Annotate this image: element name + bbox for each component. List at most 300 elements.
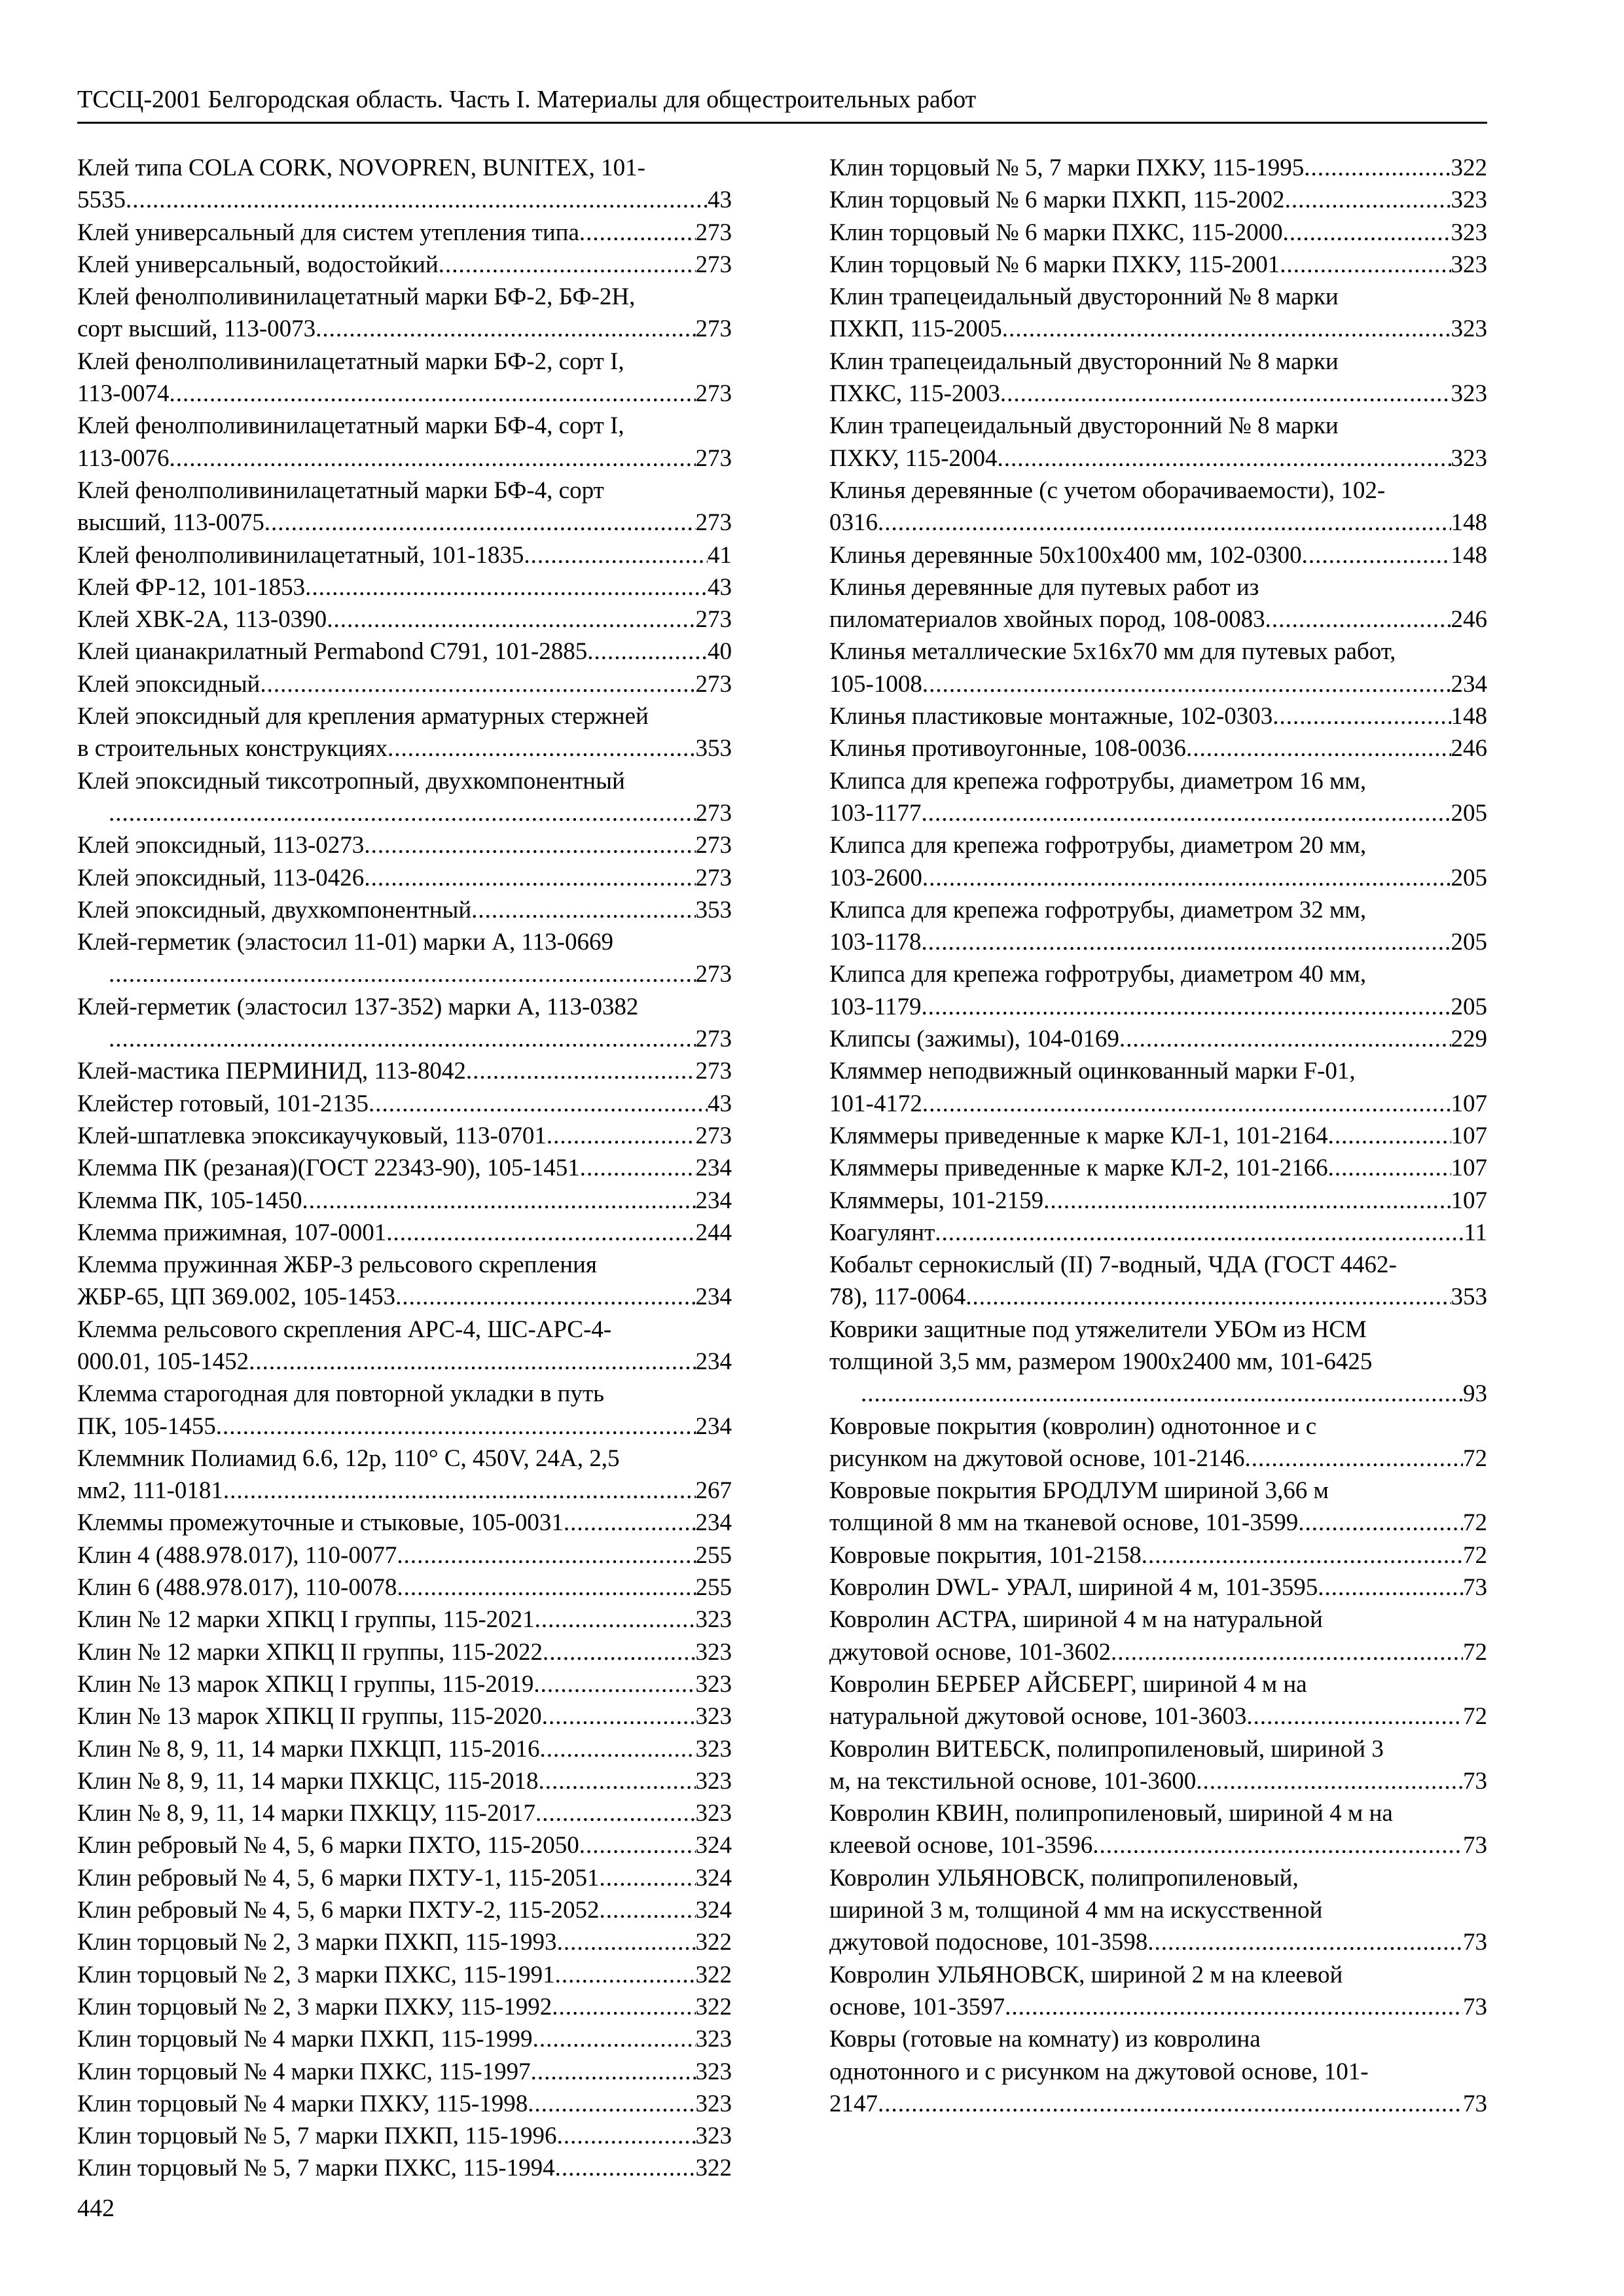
entry-text: Клипса для крепежа гофротрубы, диаметром 32 мм, bbox=[829, 896, 1367, 924]
entry-final-line bbox=[77, 1829, 732, 1861]
entry-text: Клин ребровый № 4, 5, 6 марки ПХТУ-2, 115-2052 bbox=[77, 1897, 600, 1924]
dot-leader bbox=[540, 1733, 696, 1765]
entry-text: Клин торцовый № 6 марки ПХКС, 115-2000 bbox=[829, 219, 1283, 246]
entry-line bbox=[829, 1249, 1487, 1281]
entry-final-line bbox=[829, 668, 1487, 700]
index-entry bbox=[77, 1926, 732, 1958]
dot-leader bbox=[316, 313, 695, 345]
entry-final-line bbox=[829, 862, 1487, 894]
entry-final-line bbox=[77, 829, 732, 861]
entry-text: джутовой подосновe, 101-3598 bbox=[829, 1929, 1148, 1956]
entry-page-number: 43 bbox=[708, 573, 732, 601]
entry-line bbox=[77, 765, 732, 797]
entry-text: Клин торцовый № 2, 3 марки ПХКС, 115-1991 bbox=[77, 1961, 555, 1988]
entry-text: 0316 bbox=[829, 509, 878, 537]
entry-page-number: 234 bbox=[695, 1155, 732, 1182]
index-entry bbox=[77, 829, 732, 861]
entry-page-number: 11 bbox=[1464, 1219, 1487, 1246]
entry-text: Клинья деревянные (с учетом оборачиваемости), 102- bbox=[829, 476, 1386, 504]
entry-final-line bbox=[77, 1733, 732, 1765]
entry-page-number: 107 bbox=[1451, 1155, 1487, 1182]
index-entry bbox=[829, 249, 1487, 281]
entry-line bbox=[77, 926, 732, 958]
entry-final-line bbox=[77, 2023, 732, 2055]
entry-text: Коврики защитные под утяжелители УБОм из НСМ bbox=[829, 1316, 1367, 1343]
entry-line bbox=[829, 636, 1487, 668]
index-entry bbox=[829, 2023, 1487, 2120]
dot-leader bbox=[471, 894, 695, 926]
entry-text: Клин торцовый № 5, 7 марки ПХКС, 115-1994 bbox=[77, 2155, 555, 2182]
entry-text: Клин торцовый № 5, 7 марки ПХКУ, 115-1995 bbox=[829, 154, 1305, 181]
entry-page-number: 353 bbox=[1451, 1283, 1487, 1311]
entry-text: Клей эпоксидный для крепления арматурных стержней bbox=[77, 703, 649, 730]
entry-text: Клин трапецеидальный двусторонний № 8 марки bbox=[829, 283, 1339, 311]
entry-page-number: 234 bbox=[695, 1412, 732, 1440]
index-entry bbox=[77, 1088, 732, 1120]
entry-final-line bbox=[77, 1700, 732, 1732]
index-entry bbox=[829, 1668, 1487, 1733]
entry-text: Клемма ПК (резаная)(ГОСТ 22343-90), 105-1451 bbox=[77, 1155, 580, 1182]
entry-text: Клемма ПК, 105-1450 bbox=[77, 1187, 302, 1214]
entry-text: Клин 4 (488.978.017), 110-0077 bbox=[77, 1541, 397, 1569]
entry-text: Клей-герметик (эластосил 137-352) марки А, 113-0382 bbox=[77, 993, 639, 1020]
entry-text: Клин № 8, 9, 11, 14 марки ПХКЦУ, 115-2017 bbox=[77, 1800, 535, 1827]
entry-line bbox=[829, 829, 1487, 861]
entry-text: 103-1177 bbox=[829, 799, 922, 827]
dot-leader bbox=[1298, 1507, 1463, 1539]
entry-page-number: 72 bbox=[1463, 1703, 1487, 1731]
entry-text: Клей эпоксидный, 113-0426 bbox=[77, 864, 365, 891]
entry-text: Клей-шпатлевка эпоксикаучуковый, 113-0701 bbox=[77, 1122, 547, 1149]
entry-text: Кляммер неподвижный оцинкованный марки F-01, bbox=[829, 1058, 1356, 1085]
entry-text: Клей эпоксидный, 113-0273 bbox=[77, 832, 365, 859]
entry-page-number: 324 bbox=[695, 1864, 732, 1892]
entry-page-number: 234 bbox=[1451, 670, 1487, 698]
entry-line bbox=[77, 991, 732, 1023]
entry-final-line bbox=[829, 313, 1487, 345]
entry-text: сорт высший, 113-0073 bbox=[77, 315, 316, 343]
index-entry bbox=[829, 152, 1487, 184]
index-entry bbox=[77, 1378, 732, 1443]
entry-text: Клей ФР-12, 101-1853 bbox=[77, 573, 306, 601]
dot-leader bbox=[587, 636, 708, 668]
entry-line bbox=[829, 1604, 1487, 1636]
entry-text: высший, 113-0075 bbox=[77, 509, 264, 537]
dot-leader bbox=[542, 1700, 696, 1732]
dot-leader bbox=[1186, 732, 1451, 764]
index-entry bbox=[77, 1571, 732, 1604]
index-entry bbox=[77, 1862, 732, 1894]
entry-final-line bbox=[77, 1797, 732, 1829]
entry-page-number: 107 bbox=[1451, 1187, 1487, 1214]
entry-line bbox=[829, 1055, 1487, 1087]
entry-final-line bbox=[77, 1410, 732, 1443]
index-entry bbox=[77, 2152, 732, 2184]
entry-page-number: 234 bbox=[695, 1283, 732, 1311]
entry-final-line bbox=[829, 1185, 1487, 1217]
dot-leader bbox=[921, 926, 1451, 958]
dot-leader bbox=[965, 1281, 1451, 1313]
entry-page-number: 229 bbox=[1451, 1026, 1487, 1053]
entry-page-number: 93 bbox=[1463, 1380, 1487, 1408]
index-entry bbox=[77, 636, 732, 668]
index-entry bbox=[77, 668, 732, 700]
index-entry bbox=[829, 1959, 1487, 2024]
entry-text: Клин торцовый № 2, 3 марки ПХКУ, 115-1992 bbox=[77, 1993, 552, 2020]
entry-final-line bbox=[77, 603, 732, 636]
entry-text: Клин № 12 марки ХПКЦ I группы, 115-2021 bbox=[77, 1606, 535, 1634]
index-entry bbox=[829, 1055, 1487, 1120]
entry-page-number: 148 bbox=[1451, 541, 1487, 569]
entry-line bbox=[829, 1733, 1487, 1765]
entry-page-number: 41 bbox=[708, 541, 732, 569]
entry-text: натуральной джутовой основе, 101-3603 bbox=[829, 1703, 1247, 1731]
entry-final-line bbox=[77, 1991, 732, 2023]
dot-leader bbox=[260, 668, 695, 700]
entry-final-line bbox=[829, 442, 1487, 475]
dot-leader bbox=[528, 2088, 695, 2120]
dot-leader bbox=[579, 1829, 696, 1861]
index-entry bbox=[829, 539, 1487, 571]
dot-leader bbox=[935, 1217, 1464, 1249]
index-entry bbox=[829, 1797, 1487, 1862]
dot-leader bbox=[600, 1894, 696, 1926]
dot-leader bbox=[1280, 249, 1451, 281]
entry-line bbox=[77, 152, 732, 184]
entry-page-number: 273 bbox=[695, 219, 732, 246]
entry-page-number: 72 bbox=[1463, 1444, 1487, 1472]
entry-final-line bbox=[77, 2056, 732, 2088]
entry-text: Ковровые покрытия БРОДЛУМ шириной 3,66 м bbox=[829, 1477, 1329, 1505]
dot-leader bbox=[466, 1055, 696, 1087]
entry-line bbox=[829, 1410, 1487, 1443]
entry-final-line bbox=[829, 991, 1487, 1023]
running-header bbox=[77, 84, 1487, 124]
dot-leader bbox=[878, 2088, 1463, 2120]
dot-leader bbox=[539, 1765, 696, 1797]
entry-line bbox=[829, 281, 1487, 313]
entry-final-line bbox=[829, 1700, 1487, 1732]
entry-page-number: 323 bbox=[695, 1638, 732, 1666]
entry-text: однотонного и с рисунком на джутовой основе, 101- bbox=[829, 2058, 1369, 2085]
index-entry bbox=[77, 1507, 732, 1539]
entry-text: Клин № 8, 9, 11, 14 марки ПХКЦП, 115-2016 bbox=[77, 1735, 540, 1763]
entry-page-number: 73 bbox=[1463, 1767, 1487, 1795]
entry-line bbox=[829, 958, 1487, 990]
entry-final-line bbox=[829, 1636, 1487, 1668]
entry-page-number: 107 bbox=[1451, 1122, 1487, 1149]
entry-text: 113-0076 bbox=[77, 444, 170, 472]
entry-final-line bbox=[109, 1023, 732, 1055]
entry-final-line bbox=[829, 1571, 1487, 1604]
index-entry bbox=[77, 1185, 732, 1217]
entry-page-number: 205 bbox=[1451, 799, 1487, 827]
entry-final-line bbox=[829, 249, 1487, 281]
entry-text: Клин торцовый № 2, 3 марки ПХКП, 115-1993 bbox=[77, 1929, 557, 1956]
index-entry bbox=[829, 184, 1487, 216]
dot-leader bbox=[249, 1346, 695, 1378]
index-column-right bbox=[829, 152, 1487, 2120]
entry-page-number: 73 bbox=[1463, 1993, 1487, 2020]
dot-leader bbox=[547, 1120, 696, 1152]
entry-line bbox=[77, 410, 732, 442]
entry-line bbox=[829, 1959, 1487, 1991]
entry-final-line bbox=[829, 1152, 1487, 1184]
entry-final-line bbox=[77, 571, 732, 603]
entry-text: 113-0074 bbox=[77, 380, 170, 408]
entry-final-line bbox=[77, 1507, 732, 1539]
entry-final-line bbox=[77, 1281, 732, 1313]
dot-leader bbox=[169, 442, 695, 475]
index-entry bbox=[77, 2056, 732, 2088]
entry-text: Клин торцовый № 4 марки ПХКУ, 115-1998 bbox=[77, 2090, 528, 2117]
entry-text: Клей фенолполивинилацетатный марки БФ-4, сорт bbox=[77, 476, 604, 504]
entry-final-line bbox=[77, 1185, 732, 1217]
index-entry bbox=[829, 1023, 1487, 1055]
dot-leader bbox=[1246, 1700, 1463, 1732]
entry-text: 78), 117-0064 bbox=[829, 1283, 966, 1311]
entry-text: Клин 6 (488.978.017), 110-0078 bbox=[77, 1574, 397, 1602]
entry-text: Ковровые покрытия, 101-2158 bbox=[829, 1541, 1142, 1569]
entry-final-line bbox=[829, 1539, 1487, 1571]
entry-page-number: 246 bbox=[1451, 606, 1487, 634]
entry-final-line bbox=[829, 1765, 1487, 1797]
index-entry bbox=[77, 1055, 732, 1087]
entry-line bbox=[829, 765, 1487, 797]
dot-leader bbox=[439, 249, 696, 281]
dot-leader bbox=[922, 862, 1451, 894]
dot-leader bbox=[397, 1539, 695, 1571]
index-entry bbox=[829, 1217, 1487, 1249]
entry-line bbox=[829, 1894, 1487, 1926]
entry-text: Ковролин УЛЬЯНОВСК, шириной 2 м на клеевой bbox=[829, 1961, 1343, 1988]
entry-final-line bbox=[77, 539, 732, 571]
entry-text: Клей фенолполивинилацетатный марки БФ-2, БФ-2Н, bbox=[77, 283, 636, 311]
page-number: 442 bbox=[77, 2195, 115, 2222]
index-entry bbox=[77, 1539, 732, 1571]
entry-final-line bbox=[829, 1991, 1487, 2023]
dot-leader bbox=[921, 797, 1451, 829]
index-entry bbox=[77, 539, 732, 571]
entry-page-number: 205 bbox=[1451, 929, 1487, 956]
entry-line bbox=[77, 1314, 732, 1346]
entry-page-number: 72 bbox=[1463, 1541, 1487, 1569]
entry-text: Клемма рельсового скрепления АРС-4, ШС-АРС-4- bbox=[77, 1316, 612, 1343]
entry-text: Клин торцовый № 6 марки ПХКП, 115-2002 bbox=[829, 187, 1285, 214]
entry-page-number: 323 bbox=[1451, 187, 1487, 214]
entry-text: Клин № 13 марок ХПКЦ II группы, 115-2020 bbox=[77, 1703, 542, 1731]
entry-text: шириной 3 м, толщиной 4 мм на искусственной bbox=[829, 1897, 1323, 1924]
entry-text: 000.01, 105-1452 bbox=[77, 1348, 249, 1375]
dot-leader bbox=[998, 442, 1451, 475]
index-entry bbox=[829, 217, 1487, 249]
entry-text: Клей эпоксидный, двухкомпонентный bbox=[77, 896, 472, 924]
entry-final-line bbox=[77, 1571, 732, 1604]
entry-text: Ковровые покрытия (ковролин) однотонное и с bbox=[829, 1412, 1317, 1440]
entry-final-line bbox=[829, 507, 1487, 539]
dot-leader bbox=[1002, 313, 1451, 345]
entry-final-line bbox=[829, 1023, 1487, 1055]
index-entry bbox=[77, 1314, 732, 1378]
entry-text: Клипса для крепежа гофротрубы, диаметром 20 мм, bbox=[829, 832, 1367, 859]
entry-text: рисунком на джутовой основе, 101-2146 bbox=[829, 1444, 1245, 1472]
entry-text: Кляммеры приведенные к марке КЛ-1, 101-2164 bbox=[829, 1122, 1328, 1149]
index-entry bbox=[829, 1539, 1487, 1571]
entry-text: Клей универсальный, водостойкий bbox=[77, 251, 439, 278]
entry-text: Клин торцовый № 4 марки ПХКП, 115-1999 bbox=[77, 2026, 533, 2053]
index-entry bbox=[77, 1797, 732, 1829]
entry-text: ЖБР-65, ЦП 369.002, 105-1453 bbox=[77, 1283, 396, 1311]
index-entry bbox=[77, 1152, 732, 1184]
entry-text: Клей цианакрилатный Permabond C791, 101-2885 bbox=[77, 638, 588, 666]
entry-line bbox=[829, 1314, 1487, 1346]
entry-page-number: 323 bbox=[695, 1800, 732, 1827]
entry-text: Клин трапецеидальный двусторонний № 8 марки bbox=[829, 348, 1339, 375]
entry-page-number: 273 bbox=[695, 864, 732, 891]
entry-final-line bbox=[109, 797, 732, 829]
entry-final-line bbox=[77, 862, 732, 894]
entry-page-number: 273 bbox=[695, 832, 732, 859]
entry-text: толщиной 8 мм на тканевой основе, 101-3599 bbox=[829, 1509, 1299, 1537]
index-entry bbox=[77, 991, 732, 1056]
index-entry bbox=[77, 249, 732, 281]
dot-leader bbox=[126, 184, 708, 216]
entry-page-number: 148 bbox=[1451, 703, 1487, 730]
entry-text: пиломатериалов хвойных пород, 108-0083 bbox=[829, 606, 1265, 634]
entry-final-line bbox=[77, 1959, 732, 1991]
index-entry bbox=[77, 700, 732, 765]
entry-text: Клеммы промежуточные и стыковые, 105-0031 bbox=[77, 1509, 564, 1537]
index-entry bbox=[829, 1314, 1487, 1410]
entry-text: Клин № 8, 9, 11, 14 марки ПХКЦС, 115-2018 bbox=[77, 1767, 539, 1795]
header-title: ТССЦ-2001 Белгородская область. Часть I. Материалы для общестроительных работ bbox=[77, 86, 977, 113]
dot-leader bbox=[302, 1185, 696, 1217]
entry-final-line bbox=[77, 442, 732, 475]
entry-final-line bbox=[77, 1604, 732, 1636]
entry-final-line bbox=[829, 1217, 1487, 1249]
entry-final-line bbox=[829, 603, 1487, 636]
dot-leader bbox=[922, 668, 1451, 700]
dot-leader bbox=[535, 1604, 696, 1636]
entry-line bbox=[829, 2023, 1487, 2055]
entry-line bbox=[829, 1862, 1487, 1894]
index-entry bbox=[77, 1636, 732, 1668]
dot-leader bbox=[1304, 152, 1451, 184]
entry-page-number: 323 bbox=[1451, 444, 1487, 472]
dot-leader bbox=[922, 1088, 1451, 1120]
entry-final-line bbox=[77, 1926, 732, 1958]
index-entry bbox=[77, 410, 732, 475]
index-entry bbox=[77, 571, 732, 603]
dot-leader bbox=[327, 603, 695, 636]
entry-text: джутовой основе, 101-3602 bbox=[829, 1638, 1111, 1666]
index-entry bbox=[77, 152, 732, 217]
entry-page-number: 322 bbox=[695, 1993, 732, 2020]
dot-leader bbox=[557, 1926, 696, 1958]
entry-page-number: 273 bbox=[695, 1122, 732, 1149]
entry-page-number: 273 bbox=[695, 509, 732, 537]
index-entry bbox=[829, 732, 1487, 764]
entry-final-line bbox=[829, 217, 1487, 249]
index-entry bbox=[77, 475, 732, 539]
dot-leader bbox=[580, 1152, 696, 1184]
entry-text: ПХКУ, 115-2004 bbox=[829, 444, 998, 472]
entry-final-line bbox=[829, 1120, 1487, 1152]
entry-page-number: 40 bbox=[708, 638, 732, 666]
entry-text: Клин № 13 марок ХПКЦ I группы, 115-2019 bbox=[77, 1670, 534, 1698]
entry-final-line bbox=[77, 1636, 732, 1668]
dot-leader bbox=[533, 1668, 695, 1700]
entry-final-line bbox=[77, 668, 732, 700]
entry-page-number: 273 bbox=[695, 961, 732, 988]
entry-page-number: 234 bbox=[695, 1509, 732, 1537]
index-entry bbox=[77, 1249, 732, 1314]
dot-leader bbox=[216, 1410, 696, 1443]
entry-page-number: 234 bbox=[695, 1348, 732, 1375]
entry-page-number: 323 bbox=[695, 2123, 732, 2150]
entry-text: Ковролин УЛЬЯНОВСК, полипропиленовый, bbox=[829, 1864, 1299, 1892]
entry-page-number: 273 bbox=[695, 606, 732, 634]
entry-final-line bbox=[829, 1088, 1487, 1120]
entry-page-number: 353 bbox=[695, 735, 732, 762]
entry-final-line bbox=[829, 1829, 1487, 1861]
entry-text: Кобальт сернокислый (II) 7-водный, ЧДА (ГОСТ 4462- bbox=[829, 1251, 1397, 1279]
dot-leader bbox=[1245, 1443, 1463, 1475]
entry-page-number: 323 bbox=[1451, 219, 1487, 246]
index-entry bbox=[829, 1185, 1487, 1217]
entry-text: 105-1008 bbox=[829, 670, 922, 698]
entry-final-line bbox=[77, 1152, 732, 1184]
entry-page-number: 273 bbox=[695, 315, 732, 343]
dot-leader bbox=[109, 958, 696, 990]
entry-page-number: 323 bbox=[1451, 315, 1487, 343]
dot-leader bbox=[579, 217, 696, 249]
dot-leader bbox=[1000, 378, 1451, 410]
index-entry bbox=[829, 636, 1487, 700]
index-entry bbox=[77, 894, 732, 926]
dot-leader bbox=[264, 507, 696, 539]
entry-page-number: 43 bbox=[708, 187, 732, 214]
entry-text: Клей фенолполивинилацетатный марки БФ-4, сорт I, bbox=[77, 412, 624, 440]
entry-page-number: 273 bbox=[695, 670, 732, 698]
index-entry bbox=[829, 958, 1487, 1023]
entry-text: Клемма старогодная для повторной укладки в путь bbox=[77, 1380, 605, 1408]
entry-page-number: 273 bbox=[695, 444, 732, 472]
entry-text: 101-4172 bbox=[829, 1090, 922, 1117]
dot-leader bbox=[921, 991, 1451, 1023]
entry-line bbox=[829, 1668, 1487, 1700]
entry-final-line bbox=[77, 1346, 732, 1378]
entry-text: Клейстер готовый, 101-2135 bbox=[77, 1090, 369, 1117]
entry-final-line bbox=[77, 2088, 732, 2120]
entry-page-number: 323 bbox=[695, 2090, 732, 2117]
dot-leader bbox=[1147, 1926, 1463, 1958]
entry-page-number: 244 bbox=[695, 1219, 732, 1246]
dot-leader bbox=[531, 2056, 696, 2088]
index-entry bbox=[829, 1604, 1487, 1668]
entry-final-line bbox=[77, 507, 732, 539]
entry-text: в строительных конструкциях bbox=[77, 735, 388, 762]
dot-leader bbox=[397, 1571, 695, 1604]
entry-page-number: 353 bbox=[695, 896, 732, 924]
entry-page-number: 273 bbox=[695, 380, 732, 408]
dot-leader bbox=[395, 1281, 695, 1313]
entry-line bbox=[77, 1443, 732, 1475]
dot-leader bbox=[1043, 1185, 1451, 1217]
entry-page-number: 322 bbox=[695, 1929, 732, 1956]
index-entry bbox=[77, 1604, 732, 1636]
entry-page-number: 107 bbox=[1451, 1090, 1487, 1117]
